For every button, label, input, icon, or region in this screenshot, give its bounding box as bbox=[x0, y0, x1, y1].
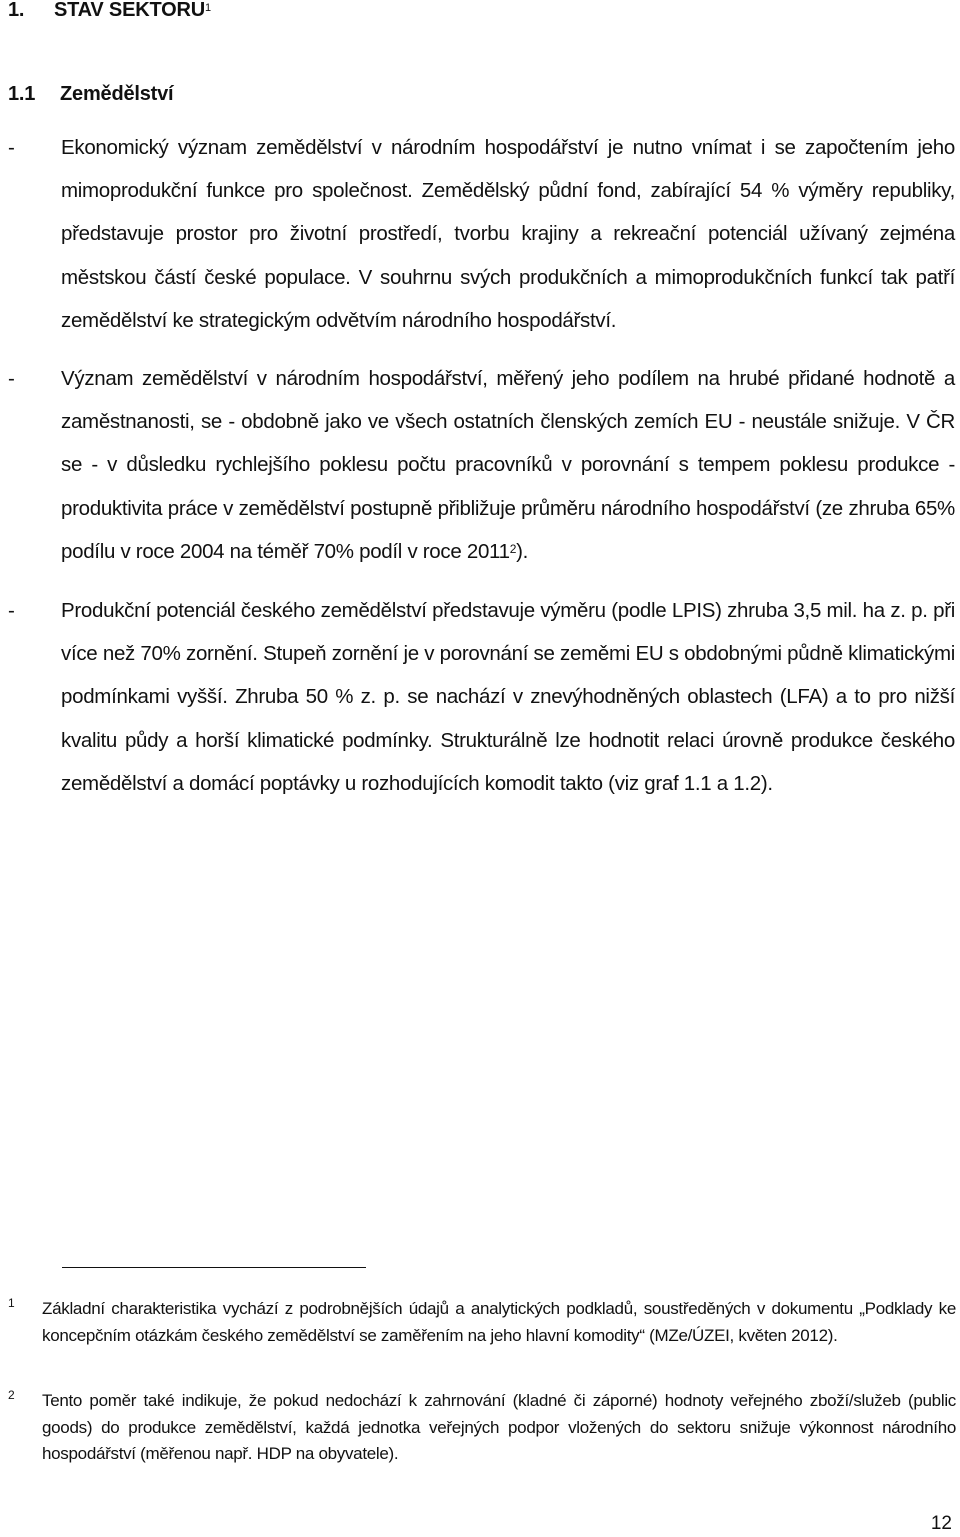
footnote-text: Základní charakteristika vychází z podrobnějších údajů a analytických podkladů, soustředěných v dokumentu „Podklady ke koncepčním otázkám českého zemědělství se zaměřením na jeho hlavní komodity“ (MZe/ÚZEI, květen 2012). bbox=[42, 1299, 956, 1345]
bullet-paragraph-1 bbox=[0, 126, 956, 342]
footnote-number: 2 bbox=[8, 1388, 15, 1402]
footnote-number: 1 bbox=[8, 1296, 15, 1310]
paragraph-text-2 bbox=[61, 357, 955, 573]
bullet-paragraph-3 bbox=[0, 589, 956, 805]
bullet-dash: - bbox=[8, 136, 15, 159]
paragraph-text-2-tail: ). bbox=[516, 539, 529, 563]
footnote-text: Tento poměr také indikuje, že pokud nedochází k zahrnování (kladné či záporné) hodnoty veřejného zboží/služeb (public goods) do produkce zemědělství, každá jednotka veřejných podpor vložených do sektoru snižuje výkonnost národního hospodářství (měřenou např. HDP na obyvatele). bbox=[42, 1391, 956, 1463]
paragraph-text-3: Produkční potenciál českého zemědělství představuje výměru (podle LPIS) zhruba 3,5 mil. ha z. p. při více než 70% zornění. Stupeň zornění je v porovnání se zeměmi EU s obdobnými půdně klimatickými podmínkami vyšší. Zhruba 50 % z. p. se nachází v znevýhodněných oblastech (LFA) a to pro nižší kvalitu půdy a horší klimatické podmínky. Strukturálně lze hodnotit relaci úrovně produkce českého zemědělství a domácí poptávky u rozhodujících komodit takto (viz graf 1.1 a 1.2). bbox=[61, 599, 955, 795]
footnote-2 bbox=[0, 1388, 956, 1468]
paragraph-text-1: Ekonomický význam zemědělství v národním hospodářství je nutno vnímat i se započtením jeho mimoprodukční funkce pro společnost. Zemědělský půdní fond, zabírající 54 % výměry republiky, představuje prostor pro životní prostředí, tvorbu krajiny a rekreační potenciál užívaný zejména městskou částí české populace. V souhrnu svých produkčních a mimoprodukčních funkcí tak patří zemědělství ke strategickým odvětvím národního hospodářství. bbox=[61, 136, 955, 332]
section-title: Zemědělství bbox=[60, 83, 174, 105]
footnote-ref-1[interactable]: 1 bbox=[204, 2, 211, 14]
paragraph-text-2-main: Význam zemědělství v národním hospodářství, měřený jeho podílem na hrubé přidané hodnotě a zaměstnanosti, se - obdobně jako ve všech ostatních členských zemích EU - neustále snižuje. V ČR se - v důsledku rychlejšího poklesu počtu pracovníků v porovnání s tempem poklesu produkce - produktivita práce v zemědělství postupně přibližuje průměru národního hospodářství (ze zhruba 65% podílu v roce 2004 na téměř 70% podíl v roce 2011 bbox=[61, 367, 955, 563]
bullet-dash: - bbox=[8, 367, 15, 390]
bullet-dash: - bbox=[8, 599, 15, 622]
footnote-ref-2[interactable]: 2 bbox=[509, 541, 517, 556]
section-number: 1.1 bbox=[8, 83, 36, 105]
page-number: 12 bbox=[930, 1513, 952, 1534]
footnote-1 bbox=[0, 1296, 956, 1349]
chapter-heading bbox=[8, 0, 211, 24]
bullet-paragraph-2 bbox=[0, 357, 956, 573]
section-heading bbox=[8, 80, 173, 108]
chapter-title: STAV SEKTORU bbox=[54, 0, 205, 21]
chapter-number: 1. bbox=[8, 0, 25, 21]
footnote-separator bbox=[62, 1267, 366, 1268]
